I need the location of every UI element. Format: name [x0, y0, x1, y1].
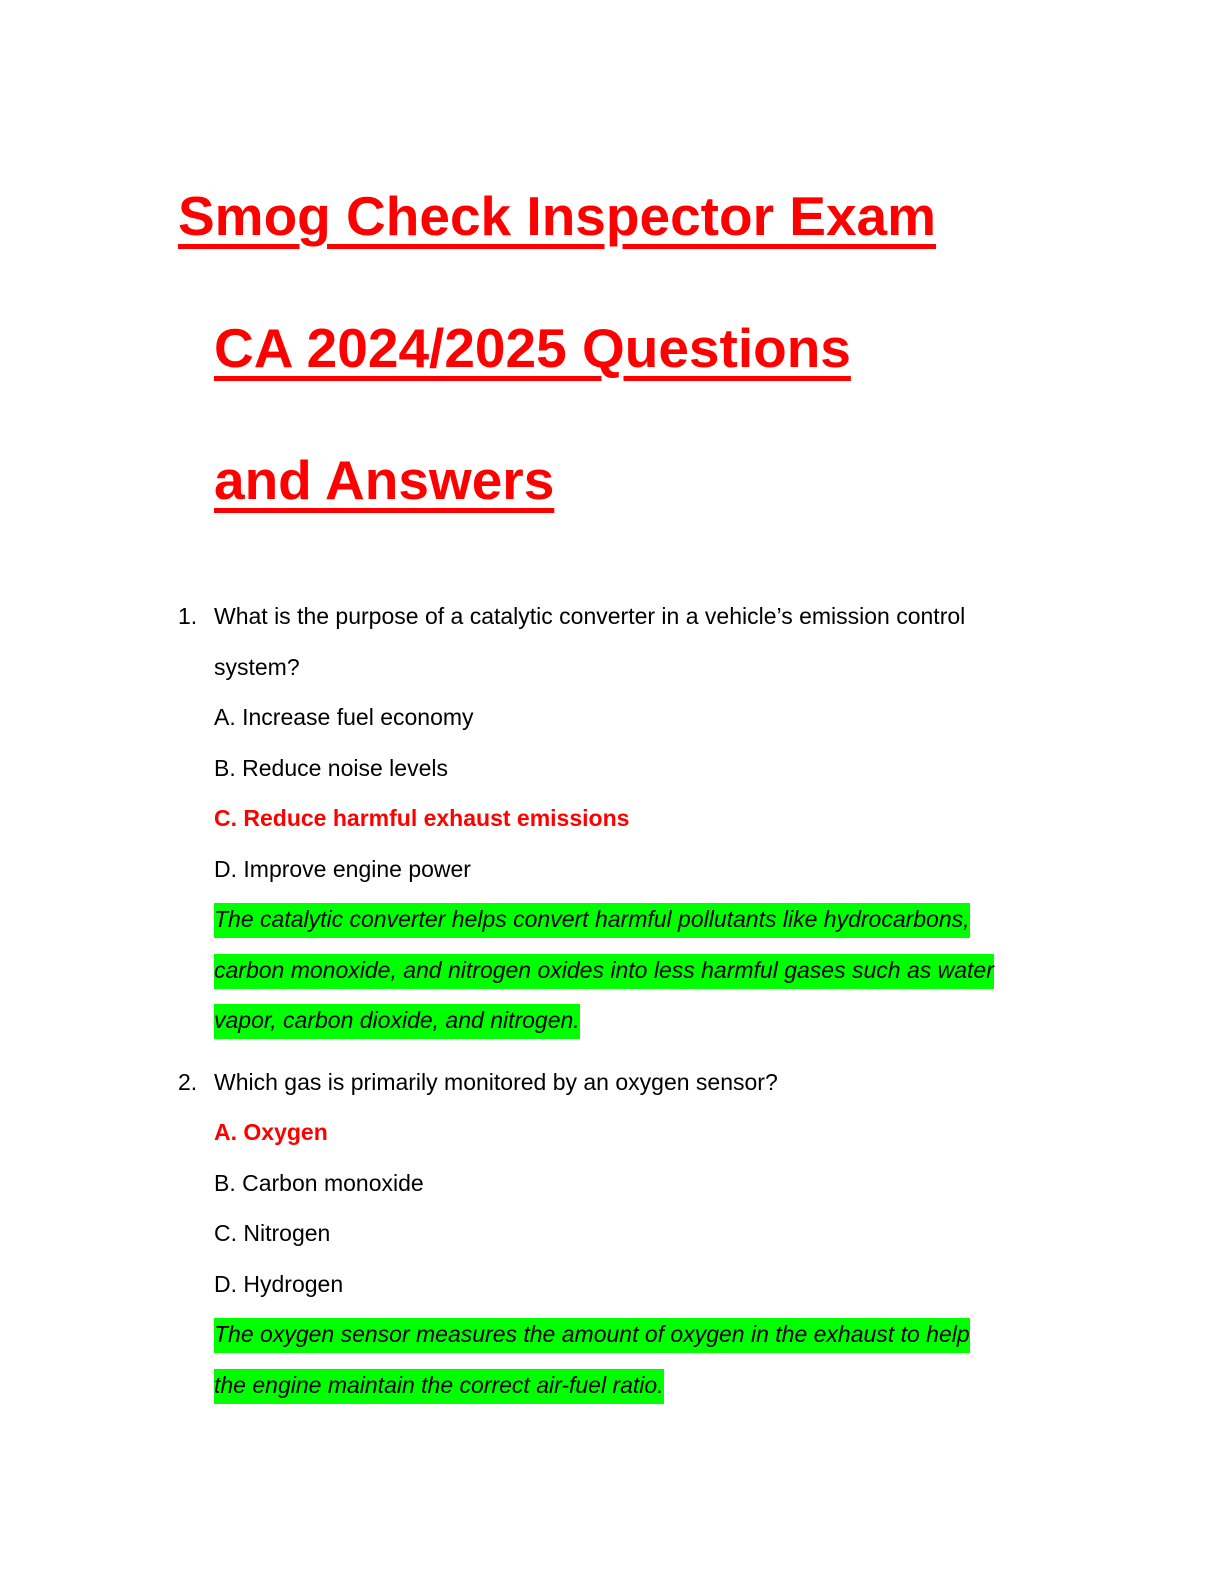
- question-number: 2.: [178, 1068, 198, 1095]
- question-list: [178, 591, 1098, 1421]
- answer-option: B. Reduce noise levels: [214, 754, 448, 781]
- answer-options: [214, 1107, 1098, 1309]
- title-line-1: Smog Check Inspector Exam: [178, 185, 937, 247]
- answer-option: C. Nitrogen: [214, 1220, 331, 1246]
- document-title: [178, 150, 1078, 546]
- title-line-2: CA 2024/2025 Questions: [214, 317, 851, 379]
- title-line-3: and Answers: [214, 449, 555, 511]
- question-item: [178, 591, 1098, 1046]
- correct-answer-option: A. Oxygen: [214, 1119, 328, 1145]
- explanation-line: carbon monoxide, and nitrogen oxides into less harmful gases such as water: [214, 945, 1098, 996]
- answer-option: D. Improve engine power: [214, 855, 471, 882]
- question-text-line: What is the purpose of a catalytic converter in a vehicle’s emission control: [214, 603, 966, 629]
- explanation-line: the engine maintain the correct air-fuel ratio.: [214, 1360, 1098, 1411]
- question-text-line: Which gas is primarily monitored by an oxygen sensor?: [214, 1068, 778, 1095]
- explanation-line: The catalytic converter helps convert harmful pollutants like hydrocarbons,: [214, 894, 1098, 945]
- question-item: [178, 1057, 1098, 1411]
- answer-explanation: [214, 894, 1098, 1046]
- answer-option: B. Carbon monoxide: [214, 1169, 424, 1196]
- explanation-line: vapor, carbon dioxide, and nitrogen.: [214, 995, 1098, 1046]
- question-text-line: system?: [214, 653, 300, 680]
- answer-options: [214, 692, 1098, 894]
- answer-option: D. Hydrogen: [214, 1270, 344, 1297]
- correct-answer-option: C. Reduce harmful exhaust emissions: [214, 805, 630, 831]
- answer-option: A. Increase fuel economy: [214, 704, 474, 730]
- question-text: [214, 1057, 1098, 1108]
- answer-explanation: [214, 1309, 1098, 1410]
- question-number: 1.: [178, 603, 198, 629]
- explanation-line: The oxygen sensor measures the amount of oxygen in the exhaust to help: [214, 1309, 1098, 1360]
- question-text: [214, 591, 1098, 692]
